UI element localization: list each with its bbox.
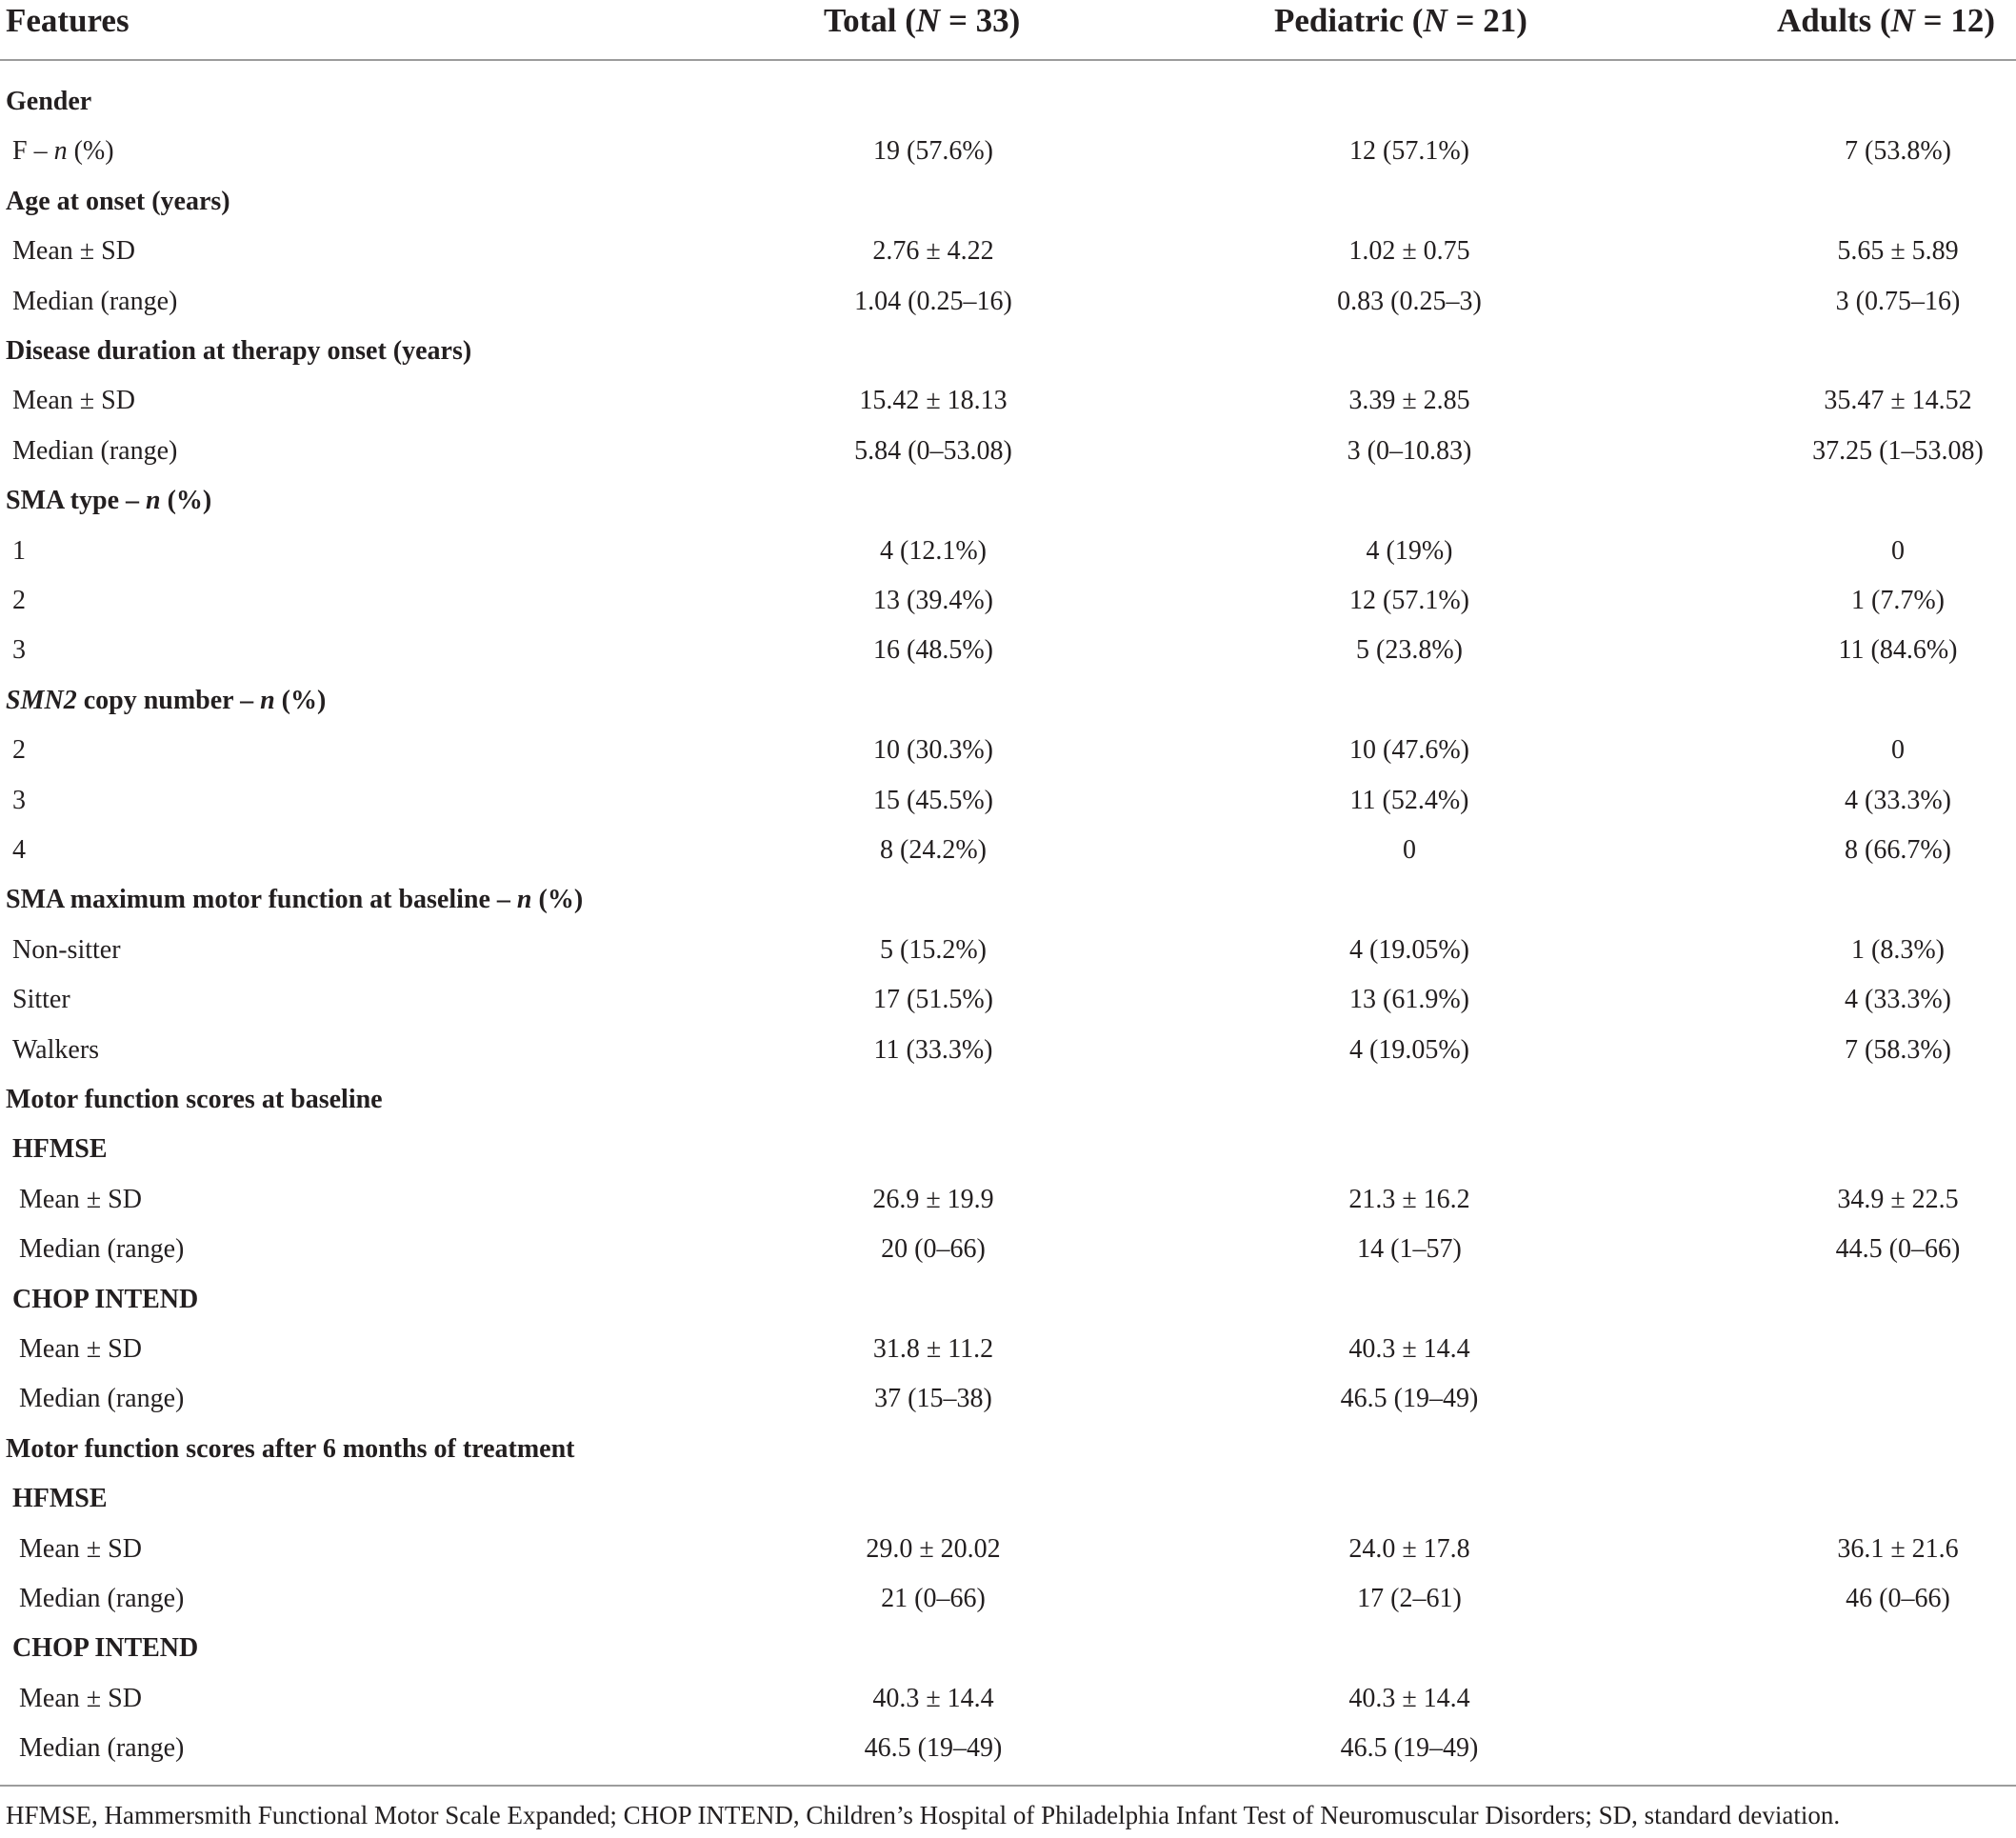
row-label-part: n	[146, 486, 161, 515]
cell-pediatric: 11 (52.4%)	[1349, 786, 1469, 815]
row-label	[12, 1474, 108, 1524]
row-label-part: CHOP INTEND	[12, 1633, 199, 1663]
row-label	[12, 975, 70, 1025]
row-label	[19, 1574, 184, 1624]
cell-total: 20 (0–66)	[881, 1234, 986, 1264]
cell-pediatric: 0.83 (0.25–3)	[1337, 287, 1482, 316]
table-row	[0, 875, 2016, 925]
row-label-part: (%)	[160, 486, 212, 515]
cell-total: 37 (15–38)	[874, 1384, 992, 1413]
row-label	[6, 1075, 383, 1125]
cell-total: 4 (12.1%)	[880, 536, 987, 566]
table-row	[0, 776, 2016, 826]
cell-pediatric: 4 (19.05%)	[1349, 1035, 1469, 1065]
row-label	[12, 1624, 198, 1673]
table-row	[0, 1574, 2016, 1624]
header-pediatric-count: = 21)	[1447, 2, 1527, 39]
table-row	[0, 1525, 2016, 1574]
table-row	[0, 177, 2016, 227]
row-label-part: (%)	[531, 885, 584, 914]
row-label-part: n	[53, 136, 68, 166]
row-label	[12, 776, 26, 826]
row-label-part: n	[516, 885, 532, 914]
cell-pediatric: 24.0 ± 17.8	[1348, 1534, 1470, 1564]
row-label-part: Motor function scores after 6 months of treatment	[6, 1434, 575, 1464]
row-label	[6, 676, 326, 726]
row-label	[19, 1724, 184, 1773]
table-header	[0, 0, 2016, 59]
cell-total: 15.42 ± 18.13	[859, 386, 1008, 415]
row-label	[12, 1026, 99, 1075]
row-label-part: Median (range)	[12, 436, 178, 466]
cell-pediatric: 3 (0–10.83)	[1347, 436, 1472, 466]
row-label-part: Mean ± SD	[12, 236, 135, 266]
table-row	[0, 327, 2016, 376]
row-label	[12, 427, 177, 476]
row-label	[19, 1525, 142, 1574]
row-label-part: Sitter	[12, 985, 70, 1014]
cell-adults: 34.9 ± 22.5	[1837, 1185, 1959, 1214]
cell-adults: 11 (84.6%)	[1838, 635, 1958, 665]
cell-total: 29.0 ± 20.02	[866, 1534, 1001, 1564]
row-label	[12, 227, 135, 276]
row-label-part: Mean ± SD	[19, 1185, 142, 1214]
row-label-part: Age at onset (years)	[6, 187, 230, 216]
row-label-part: HFMSE	[12, 1484, 108, 1513]
cell-pediatric: 40.3 ± 14.4	[1348, 1334, 1470, 1364]
row-label	[19, 1374, 184, 1424]
table-row	[0, 1026, 2016, 1075]
cell-pediatric: 14 (1–57)	[1357, 1234, 1462, 1264]
table-row	[0, 476, 2016, 526]
header-adults	[1777, 0, 1995, 42]
table-row	[0, 1374, 2016, 1424]
cell-pediatric: 5 (23.8%)	[1356, 635, 1463, 665]
row-label-part: SMA type –	[6, 486, 146, 515]
row-label-part: Mean ± SD	[19, 1534, 142, 1564]
table-row	[0, 676, 2016, 726]
row-label-part: SMN2	[6, 686, 77, 715]
row-label-part: 2	[12, 586, 26, 615]
row-label	[12, 726, 26, 775]
cell-adults: 46 (0–66)	[1846, 1584, 1950, 1613]
cell-pediatric: 3.39 ± 2.85	[1348, 386, 1470, 415]
row-label	[6, 177, 230, 227]
row-label-part: 3	[12, 635, 26, 665]
cell-total: 26.9 ± 19.9	[872, 1185, 994, 1214]
row-label-part: n	[260, 686, 275, 715]
table-row	[0, 1425, 2016, 1474]
row-label-part: Mean ± SD	[12, 386, 135, 415]
header-features-label: Features	[6, 2, 130, 39]
table-row	[0, 1125, 2016, 1174]
header-total-n: N	[915, 2, 941, 39]
table-row	[0, 1724, 2016, 1773]
cell-total: 5 (15.2%)	[880, 935, 987, 965]
footer-divider	[0, 1785, 2016, 1787]
cell-adults: 8 (66.7%)	[1845, 835, 1951, 865]
cell-adults: 3 (0.75–16)	[1835, 287, 1961, 316]
row-label	[12, 626, 26, 675]
row-label-part: SMA maximum motor function at baseline –	[6, 885, 517, 914]
cell-pediatric: 0	[1403, 835, 1416, 865]
table-row	[0, 127, 2016, 176]
cell-total: 15 (45.5%)	[873, 786, 993, 815]
table-row	[0, 227, 2016, 276]
cell-adults: 0	[1891, 735, 1905, 765]
cell-adults: 7 (53.8%)	[1845, 136, 1951, 166]
row-label	[12, 576, 26, 626]
table-row	[0, 427, 2016, 476]
row-label-part: Median (range)	[19, 1234, 185, 1264]
cell-adults: 0	[1891, 536, 1905, 566]
cell-pediatric: 17 (2–61)	[1357, 1584, 1462, 1613]
cell-total: 17 (51.5%)	[873, 985, 993, 1014]
row-label-part: Median (range)	[12, 287, 178, 316]
cell-total: 40.3 ± 14.4	[872, 1684, 994, 1713]
table-row	[0, 926, 2016, 975]
cell-total: 1.04 (0.25–16)	[854, 287, 1012, 316]
row-label-part: copy number –	[76, 686, 261, 715]
row-label-part: CHOP INTEND	[12, 1285, 199, 1314]
cell-total: 5.84 (0–53.08)	[854, 436, 1012, 466]
row-label	[12, 1275, 198, 1325]
table-row	[0, 1624, 2016, 1673]
row-label-part: 2	[12, 735, 26, 765]
row-label-part: 3	[12, 786, 26, 815]
cell-total: 21 (0–66)	[881, 1584, 986, 1613]
header-adults-count: = 12)	[1914, 2, 1996, 39]
row-label	[12, 376, 135, 426]
cell-total: 8 (24.2%)	[880, 835, 987, 865]
row-label	[19, 1674, 142, 1724]
table-row	[0, 1275, 2016, 1325]
cell-pediatric: 21.3 ± 16.2	[1348, 1185, 1470, 1214]
row-label	[19, 1175, 142, 1225]
header-pediatric	[1274, 0, 1527, 42]
cell-total: 13 (39.4%)	[873, 586, 993, 615]
header-adults-label: Adults (	[1777, 2, 1891, 39]
cell-total: 2.76 ± 4.22	[872, 236, 994, 266]
header-total	[824, 0, 1020, 42]
row-label-part: Gender	[6, 87, 92, 116]
header-pediatric-n: N	[1423, 2, 1447, 39]
cell-total: 11 (33.3%)	[873, 1035, 993, 1065]
cell-pediatric: 4 (19%)	[1366, 536, 1453, 566]
row-label	[6, 77, 91, 127]
cell-adults: 4 (33.3%)	[1845, 985, 1951, 1014]
cell-adults: 36.1 ± 21.6	[1837, 1534, 1959, 1564]
cell-pediatric: 46.5 (19–49)	[1340, 1733, 1479, 1763]
table-row	[0, 376, 2016, 426]
cell-total: 31.8 ± 11.2	[872, 1334, 994, 1364]
table-row	[0, 826, 2016, 875]
row-label-part: 1	[12, 536, 26, 566]
row-label	[12, 527, 26, 576]
cell-adults: 1 (7.7%)	[1851, 586, 1945, 615]
cell-pediatric: 46.5 (19–49)	[1340, 1384, 1479, 1413]
cell-total: 16 (48.5%)	[873, 635, 993, 665]
cell-pediatric: 12 (57.1%)	[1349, 586, 1469, 615]
cell-adults: 37.25 (1–53.08)	[1812, 436, 1984, 466]
header-divider	[0, 59, 2016, 61]
row-label-part: Median (range)	[19, 1584, 185, 1613]
row-label	[6, 1425, 574, 1474]
table-row	[0, 975, 2016, 1025]
cell-total: 19 (57.6%)	[873, 136, 993, 166]
header-total-label: Total (	[824, 2, 916, 39]
cell-pediatric: 10 (47.6%)	[1349, 735, 1469, 765]
cell-adults: 7 (58.3%)	[1845, 1035, 1951, 1065]
table-row	[0, 1325, 2016, 1374]
row-label	[19, 1325, 142, 1374]
table-row	[0, 1075, 2016, 1125]
row-label	[6, 875, 583, 925]
table-row	[0, 77, 2016, 127]
table-row	[0, 626, 2016, 675]
table-row	[0, 576, 2016, 626]
row-label	[12, 826, 26, 875]
table-row	[0, 726, 2016, 775]
row-label-part: Median (range)	[19, 1384, 185, 1413]
row-label	[12, 1125, 108, 1174]
row-label-part: Median (range)	[19, 1733, 185, 1763]
cell-adults: 5.65 ± 5.89	[1837, 236, 1959, 266]
cell-total: 10 (30.3%)	[873, 735, 993, 765]
cell-adults: 1 (8.3%)	[1851, 935, 1945, 965]
row-label-part: (%)	[67, 136, 114, 166]
header-total-count: = 33)	[940, 2, 1021, 39]
row-label	[6, 327, 471, 376]
table-row	[0, 1474, 2016, 1524]
table-row	[0, 1674, 2016, 1724]
cell-pediatric: 1.02 ± 0.75	[1348, 236, 1470, 266]
cell-pediatric: 40.3 ± 14.4	[1348, 1684, 1470, 1713]
row-label-part: F –	[12, 136, 54, 166]
table-row	[0, 527, 2016, 576]
cell-adults: 44.5 (0–66)	[1835, 1234, 1961, 1264]
row-label-part: Walkers	[12, 1035, 100, 1065]
row-label-part: Non-sitter	[12, 935, 121, 965]
header-features	[6, 0, 130, 42]
header-pediatric-label: Pediatric (	[1274, 2, 1424, 39]
row-label	[12, 926, 121, 975]
row-label	[19, 1225, 184, 1274]
row-label-part: Mean ± SD	[19, 1684, 142, 1713]
cell-pediatric: 4 (19.05%)	[1349, 935, 1469, 965]
cell-pediatric: 12 (57.1%)	[1349, 136, 1469, 166]
row-label	[12, 277, 177, 327]
row-label-part: Mean ± SD	[19, 1334, 142, 1364]
cell-adults: 35.47 ± 14.52	[1824, 386, 1972, 415]
row-label	[12, 127, 114, 176]
cell-adults: 4 (33.3%)	[1845, 786, 1951, 815]
table-row	[0, 277, 2016, 327]
cell-total: 46.5 (19–49)	[864, 1733, 1003, 1763]
table-row	[0, 1175, 2016, 1225]
row-label-part: HFMSE	[12, 1134, 108, 1164]
row-label-part: Disease duration at therapy onset (years)	[6, 336, 472, 366]
row-label-part: Motor function scores at baseline	[6, 1085, 383, 1114]
cell-pediatric: 13 (61.9%)	[1349, 985, 1469, 1014]
table-row	[0, 1225, 2016, 1274]
row-label-part: 4	[12, 835, 26, 865]
table-footnote: HFMSE, Hammersmith Functional Motor Scale Expanded; CHOP INTEND, Children’s Hospital of Philadelphia Infant Test of Neuromuscular Disorders; SD, standard deviation.	[6, 1801, 1841, 1829]
row-label	[6, 476, 211, 526]
header-adults-n: N	[1890, 2, 1915, 39]
row-label-part: (%)	[274, 686, 327, 715]
